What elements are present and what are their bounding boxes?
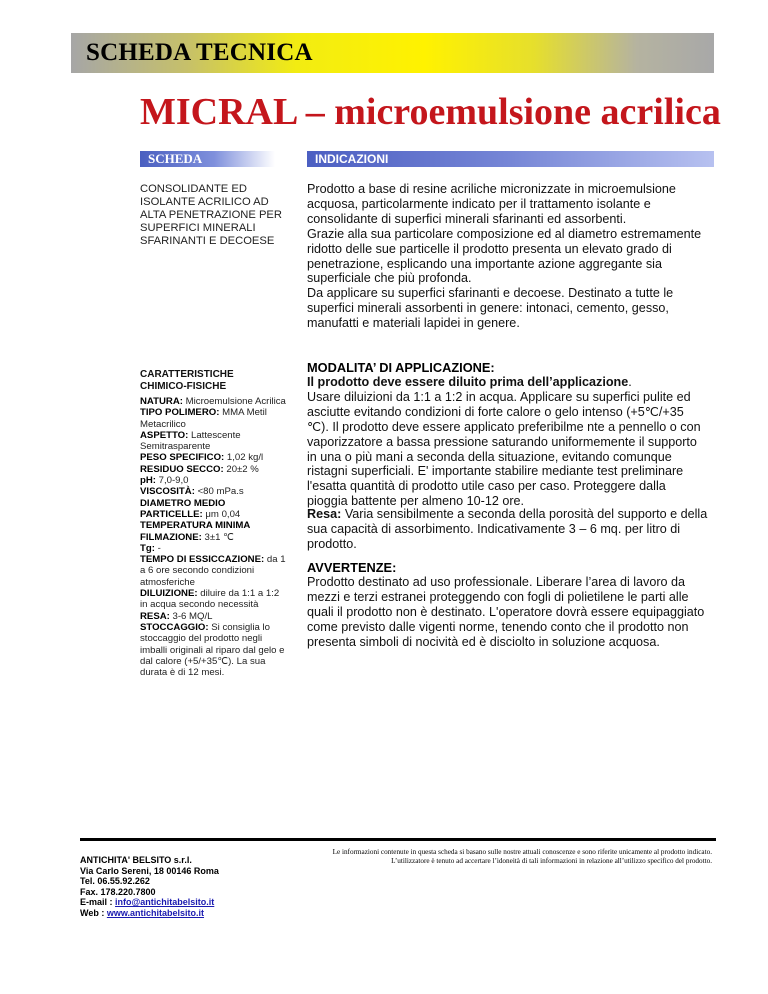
property-row [140, 486, 288, 497]
property-value: Microemulsione Acrilica [182, 396, 286, 407]
property-value: diluire da 1:1 a 1:2 in acqua secondo necessità [140, 588, 280, 611]
scheda-column-header [140, 151, 275, 167]
property-row [140, 543, 288, 554]
property-row [140, 588, 288, 611]
disclaimer-line-2: L’utilizzatore è tenuto ad accertare l’idoneità di tali informazioni in relazione all’utilizzo specifico del prodotto. [391, 857, 712, 865]
property-value: 7,0-9,0 [155, 475, 189, 487]
property-value: μm 0,04 [202, 508, 241, 520]
property-row [140, 430, 288, 453]
document-type-title: SCHEDA TECNICA [86, 39, 313, 66]
footer-divider [80, 838, 716, 841]
property-label: RESIDUO SECCO: [140, 463, 224, 475]
property-label: DIAMETRO MEDIO PARTICELLE: [140, 497, 226, 520]
property-row [140, 407, 288, 430]
property-label: STOCCAGGIO: [140, 621, 209, 633]
company-name: ANTICHITA' BELSITO s.r.l. [80, 855, 192, 865]
property-row [140, 452, 288, 463]
property-value: 1,02 kg/l [224, 452, 264, 464]
scheda-header-label: SCHEDA [148, 151, 203, 166]
property-value: da 1 a 6 ore secondo condizioni atmosferiche [140, 554, 286, 588]
company-web-row: Web : www.antichitabelsito.it [80, 907, 205, 918]
application-instructions: Usare diluizioni da 1:1 a 1:2 in acqua. Applicare su superfici pulite ed asciutte evitando condizioni di forte calore o gelo intenso (+5℃/+35 ℃). Il prodotto deve essere applicato preferibilme nte a pennello o con vaporizzatore a bassa pressione saturando uniformemente il supporto in una o più mani a seconda della situazione, evitando comunque ristagni superficiali. E' importante stabilire mediante test preliminare l'esatta quantità di prodotto utile caso per caso. Proteggere dalla pioggia battente per almeno 10-12 ore. [307, 389, 701, 509]
indications-paragraph: Grazie alla sua particolare composizione ed al diametro estremamente ridotto delle sue particelle il prodotto presenta un elevato grado di penetrazione, esplicando una importante azione aggregante sia superficiale che più profonda. [307, 226, 702, 286]
company-phone: Tel. 06.55.92.262 [80, 876, 150, 887]
property-value: MMA Metil Metacrilico [140, 407, 267, 430]
properties-list [140, 396, 288, 678]
chemical-physical-heading: CARATTERISTICHE CHIMICO-FISICHE [140, 369, 234, 392]
property-label: PESO SPECIFICO: [140, 452, 225, 464]
indicazioni-header-label: INDICAZIONI [315, 152, 389, 166]
indications-paragraph: Da applicare su superfici sfarinanti e decoese. Destinato a tutte le superfici minerali assorbenti in genere: intonaci, cemento, gesso, manufatti e materiali lapidei in genere. [307, 286, 674, 331]
company-email-row: E-mail : info@antichitabelsito.it [80, 897, 215, 908]
email-link[interactable]: info@antichitabelsito.it [115, 897, 215, 908]
property-value: Lattescente Semitrasparente [140, 429, 241, 453]
property-value: 3±1 ℃ [201, 531, 234, 543]
product-indications [307, 182, 707, 331]
property-label: pH: [140, 475, 156, 487]
property-value: 3-6 MQ/L [169, 610, 213, 622]
property-label: TEMPERATURA MINIMA FILMAZIONE: [140, 520, 250, 543]
application-text: Il prodotto deve essere diluito prima dell’applicazione. Usare diluizioni da 1:1 a 1:2 in acqua. Applicare su superfici pulite ed asciutte evitando condizioni di forte calore o gelo intenso (+5℃/+35 ℃). Il prodotto deve essere applicato preferibilme nte a pennello o con vaporizzatore a bassa pressione saturando uniformemente il supporto in una o più mani a seconda della situazione, evitando comunque ristagni superficiali. E' importante stabilire mediante test preliminare l'esatta quantità di prodotto utile caso per caso. Proteggere dalla pioggia battente per almeno 10-12 ore. [307, 375, 701, 509]
property-value: 20±2 % [223, 463, 259, 475]
property-label: ASPETTO: [140, 429, 189, 441]
property-row [140, 498, 288, 521]
website-link[interactable]: www.antichitabelsito.it [106, 907, 205, 918]
property-value: - [154, 542, 161, 554]
disclaimer [300, 848, 712, 866]
property-label: VISCOSITÀ: [140, 486, 195, 498]
product-description: CONSOLIDANTE ED ISOLANTE ACRILICO AD ALTA PENETRAZIONE PER SUPERFICI MINERALI SFARINANTI E DECOESE [140, 183, 282, 247]
indications-paragraph: Prodotto a base di resine acriliche micronizzate in microemulsione acquosa, particolarmente indicato per il trattamento isolante e consolidante di superfici minerali sfarinanti ed assorbenti. [307, 182, 676, 226]
property-value: <80 mPa.s [194, 486, 244, 498]
company-address: Via Carlo Sereni, 18 00146 Roma [80, 865, 219, 876]
property-label: NATURA: [140, 396, 183, 407]
property-row [140, 396, 288, 407]
property-label: TEMPO DI ESSICCAZIONE: [140, 554, 265, 566]
property-row [140, 554, 288, 588]
property-row [140, 475, 288, 486]
property-row [140, 622, 288, 678]
property-label: RESA: [140, 610, 170, 622]
disclaimer-line-1: Le informazioni contenute in questa scheda si basano sulle nostre attuali conoscenze e sono riferite unicamente al prodotto indicato. [332, 848, 712, 856]
property-row [140, 611, 288, 622]
warnings-heading: AVVERTENZE: [307, 560, 397, 575]
property-label: Tg: [140, 542, 155, 554]
warnings-text: Prodotto destinato ad uso professionale. Liberare l’area di lavoro da mezzi e terzi estranei proteggendo con fogli di polietilene le parti alle quali il prodotto non è destinato. L'operatore dovrà essere equipaggiato come previsto dalle vigenti norme, tenendo conto che il prodotto non presenta simboli di nocività ed è disciolto in soluzione acquosa. [307, 575, 705, 649]
resa-label: Resa: [307, 507, 342, 521]
property-row [140, 464, 288, 475]
property-label: DILUIZIONE: [140, 588, 198, 600]
property-label: TIPO POLIMERO: [140, 407, 220, 419]
company-contacts [80, 855, 219, 919]
application-heading: MODALITA’ DI APPLICAZIONE: [307, 360, 495, 375]
company-fax: Fax. 178.220.7800 [80, 886, 156, 897]
application-warning: Il prodotto deve essere diluito prima dell’applicazione [307, 375, 629, 389]
resa-section [307, 507, 709, 552]
resa-text: Varia sensibilmente a seconda della porosità del supporto e della sua capacità di assorbimento. Indicativamente 3 – 6 mq. per litro di prodotto. [307, 507, 708, 551]
property-row [140, 520, 288, 543]
property-value: Si consiglia lo stoccaggio del prodotto negli imballi originali al riparo dal gelo e dal calore (+5/+35℃). La sua durata è di 12 mesi. [140, 621, 285, 679]
indicazioni-column-header [307, 151, 714, 167]
product-title: MICRAL – microemulsione acrilica [140, 91, 721, 133]
